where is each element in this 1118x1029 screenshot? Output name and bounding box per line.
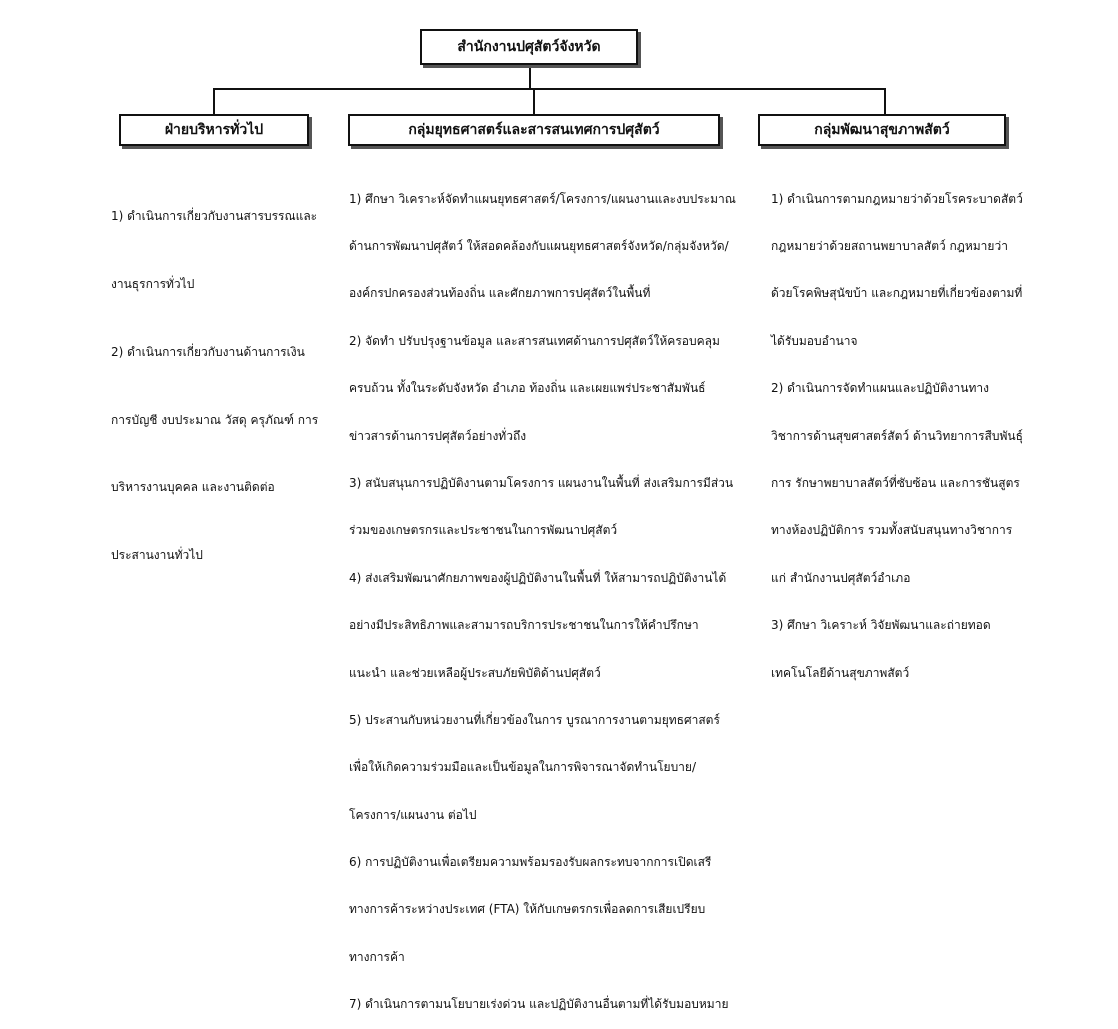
horizontal-connector — [213, 88, 886, 90]
duty-line: ข่าวสารด้านการปศุสัตว์อย่างทั่วถึง — [349, 428, 527, 443]
duty-line: การบัญชี งบประมาณ วัสดุ ครุภัณฑ์ การ — [111, 412, 319, 427]
branch-box-animal-health — [758, 114, 1006, 146]
duty-line: งานธุรการทั่วไป — [111, 276, 195, 291]
duty-line: 1) ดำเนินการเกี่ยวกับงานสารบรรณและ — [111, 209, 318, 224]
connector-health — [884, 88, 886, 114]
branch-box-general-administration — [119, 114, 309, 146]
duty-line: ทางการค้า — [349, 949, 405, 964]
duty-line: แก่ สำนักงานปศุสัตว์อำเภอ — [771, 570, 911, 585]
duty-line: 5) ประสานกับหน่วยงานที่เกี่ยวข้องในการ บูรณาการงานตามยุทธศาสตร์ — [349, 712, 720, 727]
duties-general-administration — [111, 160, 318, 589]
duties-strategy-information — [349, 160, 736, 1029]
duty-line: ทางการค้าระหว่างประเทศ (FTA) ให้กับเกษตรกรเพื่อลดการเสียเปรียบ — [349, 902, 706, 917]
duty-line: 2) จัดทำ ปรับปรุงฐานข้อมูล และสารสนเทศด้านการปศุสัตว์ให้ครอบคลุม — [349, 333, 720, 348]
duty-line: 4) ส่งเสริมพัฒนาศักยภาพของผู้ปฏิบัติงานในพื้นที่ ให้สามารถปฏิบัติงานได้ — [349, 570, 727, 585]
duty-line: เทคโนโลยีด้านสุขภาพสัตว์ — [771, 665, 910, 680]
duty-line: ประสานงานทั่วไป — [111, 548, 203, 563]
duty-line: วิชาการด้านสุขศาสตร์สัตว์ ด้านวิทยาการสืบพันธุ์ — [771, 428, 1023, 443]
duties-animal-health — [771, 160, 1023, 697]
duty-line: อย่างมีประสิทธิภาพและสามารถบริการประชาชนในการให้คำปรึกษา — [349, 618, 699, 633]
connector-strategy — [533, 88, 535, 114]
root-connector-vertical — [529, 65, 531, 89]
duty-line: แนะนำ และช่วยเหลือผู้ประสบภัยพิบัติด้านปศุสัตว์ — [349, 665, 601, 680]
duty-line: เพื่อให้เกิดความร่วมมือและเป็นข้อมูลในการพิจารณาจัดทำนโยบาย/ — [349, 760, 696, 775]
duty-line: 1) ศึกษา วิเคราะห์จัดทำแผนยุทธศาสตร์/โครงการ/แผนงานและงบประมาณ — [349, 191, 736, 206]
connector-admin — [213, 88, 215, 114]
duty-line: 1) ดำเนินการตามกฎหมายว่าด้วยโรคระบาดสัตว์ — [771, 191, 1023, 206]
branch-title-general-administration: ฝ่ายบริหารทั่วไป — [164, 122, 264, 138]
duty-line: 3) สนับสนุนการปฏิบัติงานตามโครงการ แผนงานในพื้นที่ ส่งเสริมการมีส่วน — [349, 475, 734, 490]
duty-line: 6) การปฏิบัติงานเพื่อเตรียมความพร้อมรองรับผลกระทบจากการเปิดเสรี — [349, 855, 712, 870]
duty-line: 7) ดำเนินการตามนโยบายเร่งด่วน และปฏิบัติงานอื่นตามที่ได้รับมอบหมาย — [349, 997, 729, 1012]
duty-line: 2) ดำเนินการเกี่ยวกับงานด้านการเงิน — [111, 344, 305, 359]
branch-box-strategy-information — [348, 114, 720, 146]
duty-line: กฎหมายว่าด้วยสถานพยาบาลสัตว์ กฎหมายว่า — [771, 238, 1008, 253]
duty-line: ทางห้องปฏิบัติการ รวมทั้งสนับสนุนทางวิชาการ — [771, 523, 1013, 538]
duty-line: 3) ศึกษา วิเคราะห์ วิจัยพัฒนาและถ่ายทอด — [771, 618, 991, 633]
duty-line: องค์กรปกครองส่วนท้องถิ่น และศักยภาพการปศุสัตว์ในพื้นที่ — [349, 286, 651, 301]
branch-title-animal-health: กลุ่มพัฒนาสุขภาพสัตว์ — [814, 122, 950, 138]
duty-line: ด้านการพัฒนาปศุสัตว์ ให้สอดคล้องกับแผนยุทธศาสตร์จังหวัด/กลุ่มจังหวัด/ — [349, 238, 729, 253]
duty-line: โครงการ/แผนงาน ต่อไป — [349, 807, 477, 822]
duty-line: ร่วมของเกษตรกรและประชาชนในการพัฒนาปศุสัตว์ — [349, 523, 618, 538]
root-title: สำนักงานปศุสัตว์จังหวัด — [457, 39, 601, 55]
duty-line: ด้วยโรคพิษสุนัขบ้า และกฎหมายที่เกี่ยวข้องตามที่ — [771, 286, 1023, 301]
duty-line: ครบถ้วน ทั้งในระดับจังหวัด อำเภอ ท้องถิ่น และเผยแพร่ประชาสัมพันธ์ — [349, 381, 706, 396]
duty-line: บริหารงานบุคคล และงานติดต่อ — [111, 480, 275, 495]
root-node-box — [420, 29, 638, 65]
duty-line: การ รักษาพยาบาลสัตว์ที่ซับซ้อน และการชันสูตร — [771, 475, 1020, 490]
duty-line: ได้รับมอบอำนาจ — [771, 333, 858, 348]
duty-line: 2) ดำเนินการจัดทำแผนและปฏิบัติงานทาง — [771, 381, 989, 396]
branch-title-strategy-information: กลุ่มยุทธศาสตร์และสารสนเทศการปศุสัตว์ — [408, 122, 660, 138]
